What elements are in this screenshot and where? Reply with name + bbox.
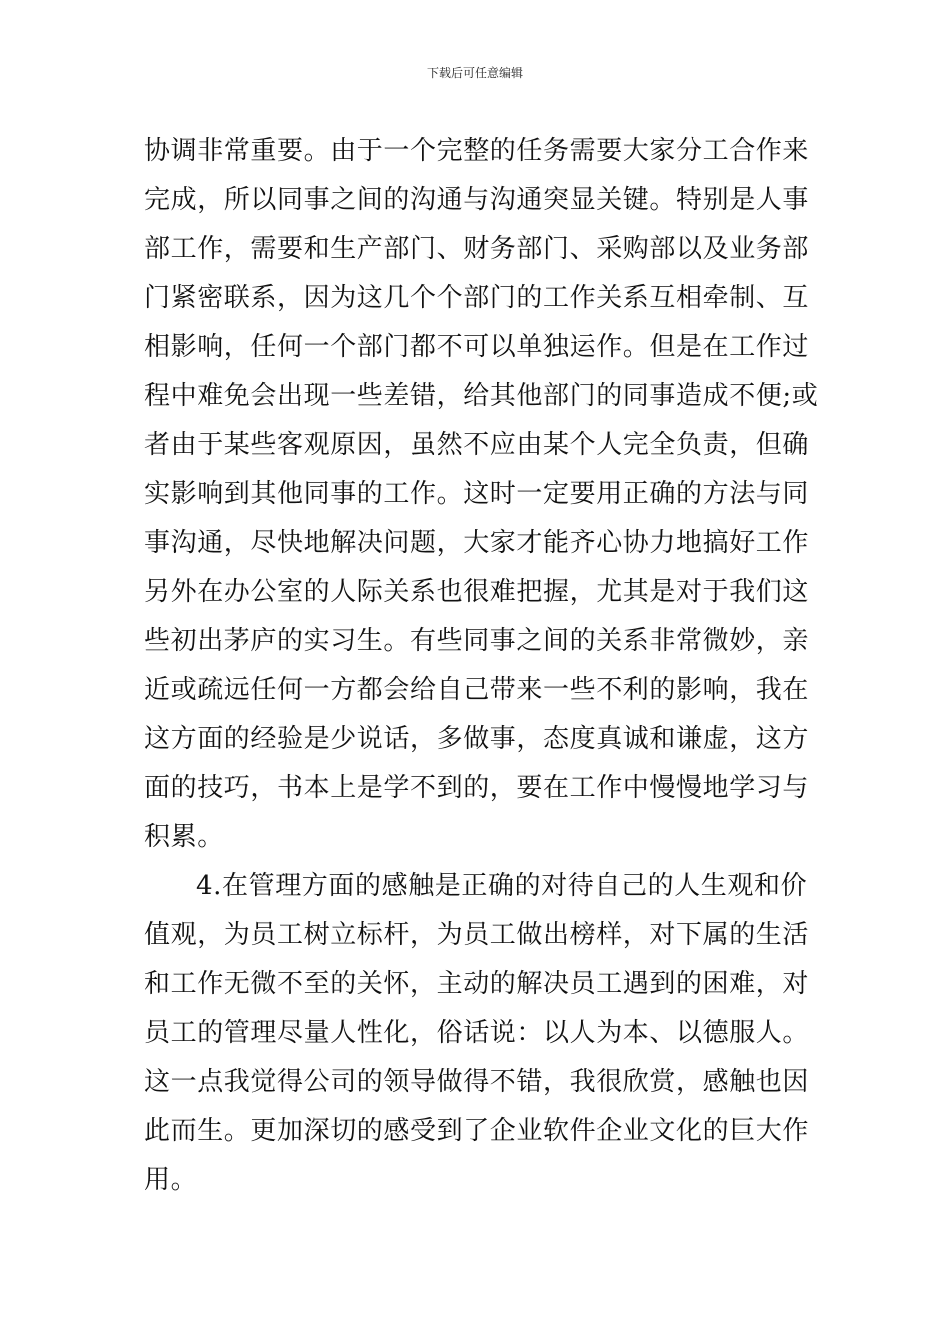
text-line: 程中难免会出现一些差错，给其他部门的同事造成不便;或 xyxy=(144,381,819,411)
text-line: 4.在管理方面的感触是正确的对待自己的人生观和价 xyxy=(196,871,808,901)
text-line: 者由于某些客观原因，虽然不应由某个人完全负责，但确 xyxy=(144,430,810,460)
text-line: 实影响到其他同事的工作。这时一定要用正确的方法与同 xyxy=(144,479,810,509)
page-header: 下载后可任意编辑 xyxy=(426,66,523,80)
text-line: 和工作无微不至的关怀，主动的解决员工遇到的困难，对 xyxy=(144,969,810,999)
text-line: 协调非常重要。由于一个完整的任务需要大家分工合作来 xyxy=(144,136,810,166)
text-line: 这方面的经验是少说话，多做事，态度真诚和谦虚，这方 xyxy=(144,724,810,754)
text-line: 部工作，需要和生产部门、财务部门、采购部以及业务部 xyxy=(144,234,810,264)
paragraph-2 xyxy=(144,862,814,1205)
text-line: 事沟通，尽快地解决问题，大家才能齐心协力地搞好工作 xyxy=(144,528,810,558)
text-line: 员工的管理尽量人性化，俗话说：以人为本、以德服人。 xyxy=(144,1018,810,1048)
text-line: 相影响，任何一个部门都不可以单独运作。但是在工作过 xyxy=(144,332,810,362)
text-line: 这一点我觉得公司的领导做得不错，我很欣赏，感触也因 xyxy=(144,1067,810,1097)
text-line: 面的技巧，书本上是学不到的，要在工作中慢慢地学习与 xyxy=(144,773,810,803)
text-line: 积累。 xyxy=(144,822,224,852)
text-line: 用。 xyxy=(144,1165,198,1195)
text-line: 完成，所以同事之间的沟通与沟通突显关键。特别是人事 xyxy=(144,185,810,215)
text-line: 门紧密联系，因为这几个个部门的工作关系互相牵制、互 xyxy=(144,283,810,313)
paragraph-1 xyxy=(144,127,819,862)
text-line: 值观，为员工树立标杆，为员工做出榜样，对下属的生活 xyxy=(144,920,810,950)
document-body xyxy=(144,127,819,1205)
text-line: 另外在办公室的人际关系也很难把握，尤其是对于我们这 xyxy=(144,577,810,607)
text-line: 些初出茅庐的实习生。有些同事之间的关系非常微妙，亲 xyxy=(144,626,810,656)
text-line: 近或疏远任何一方都会给自己带来一些不利的影响，我在 xyxy=(144,675,810,705)
text-line: 此而生。更加深切的感受到了企业软件企业文化的巨大作 xyxy=(144,1116,810,1146)
